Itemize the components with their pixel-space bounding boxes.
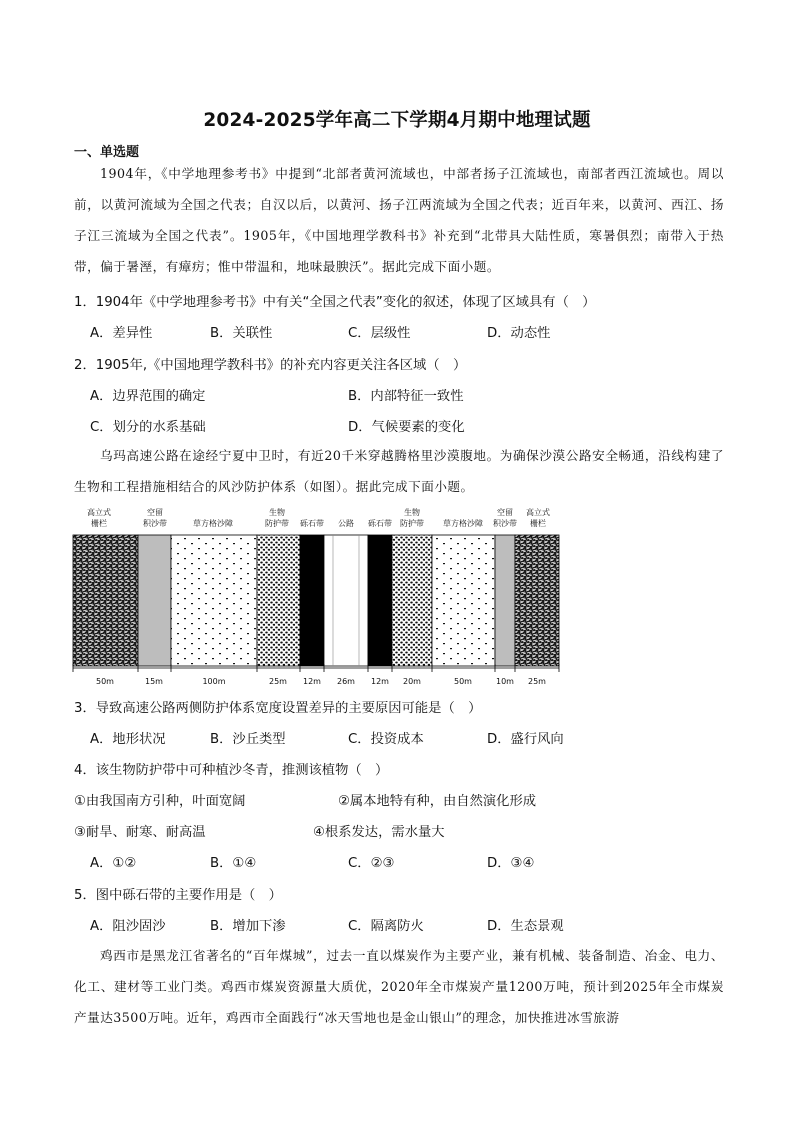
q4-option-a[interactable]: A．①② <box>90 856 137 871</box>
label-gravel-left: 砾石带 <box>300 519 324 528</box>
q2-option-a[interactable]: A．边界范围的确定 <box>90 389 206 404</box>
band-gravel-left <box>300 535 324 666</box>
label-sandbelt-right-2: 积沙带 <box>493 519 517 528</box>
band-grid-left <box>171 535 257 666</box>
label-road: 公路 <box>338 519 354 528</box>
label-fence-left-2: 栅栏 <box>91 519 107 528</box>
passage-3: 鸡西市是黑龙江省著名的“百年煤城”，过去一直以煤炭作为主要产业，兼有机械、装备制造、冶金、电力、化工、建材等工业门类。鸡西市煤炭资源量大质优，2020年全市煤炭产量1200万吨，预计到2025年全市煤炭产量达3500万吨。近年，鸡西市全面践行“冰天雪地也是金山银山”的理念，加快推进冰雪旅游 <box>74 948 724 1025</box>
label-fence-right-1: 高立式 <box>526 508 550 517</box>
q4-statement-3: ③耐旱、耐寒、耐高温 <box>74 825 206 840</box>
q2-option-d[interactable]: D．气候要素的变化 <box>348 420 465 435</box>
label-sandbelt-right-1: 空留 <box>497 508 513 517</box>
q3-option-a[interactable]: A．地形状况 <box>90 732 166 747</box>
label-sandbelt-left-1: 空留 <box>147 508 163 517</box>
band-road <box>324 535 368 666</box>
question-2-stem: 2．1905年,《中国地理学教科书》的补充内容更关注各区域（ ） <box>74 358 467 373</box>
q5-option-b[interactable]: B．增加下渗 <box>210 919 286 934</box>
band-sandbelt-right <box>495 535 515 666</box>
passage-1: 1904年，《中学地理参考书》中提到“北部者黄河流域也，中部者扬子江流域也，南部者西江流域也。周以前，以黄河流域为全国之代表；自汉以后，以黄河、扬子江两流域为全国之代表；近百年来，以黄河、西江、扬子江三流域为全国之代表”。1905年，《中国地理学教科书》补充到“北带具大陆性质，寒暑俱烈；南带入于热带，偏于暑溼，有瘴疠；惟中带温和，地味最腴沃”。据此完成下面小题。 <box>74 166 724 274</box>
question-3-stem: 3．导致高速公路两侧防护体系宽度设置差异的主要原因可能是（ ） <box>74 701 482 716</box>
width-fence-left: 50m <box>96 677 114 686</box>
q3-option-c[interactable]: C．投资成本 <box>348 732 424 747</box>
band-fence-left <box>73 535 138 666</box>
protection-system-diagram <box>70 506 560 688</box>
q5-option-a[interactable]: A．阻沙固沙 <box>90 919 166 934</box>
q5-option-d[interactable]: D．生态景观 <box>487 919 564 934</box>
passage-2: 乌玛高速公路在途经宁夏中卫时，有近20千米穿越腾格里沙漠腹地。为确保沙漠公路安全畅通，沿线构建了生物和工程措施相结合的风沙防护体系（如图）。据此完成下面小题。 <box>74 448 724 494</box>
q1-option-a[interactable]: A．差异性 <box>90 326 153 341</box>
q4-statement-1: ①由我国南方引种，叶面宽阔 <box>74 794 246 809</box>
band-fence-right <box>515 535 559 666</box>
width-grid-left: 100m <box>202 677 226 686</box>
q3-option-d[interactable]: D．盛行风向 <box>487 732 564 747</box>
diagram-top-labels <box>87 507 550 528</box>
band-bio-left <box>257 535 300 666</box>
label-grid-right: 草方格沙障 <box>443 519 483 528</box>
page-title: 2024-2025学年高二下学期4月期中地理试题 <box>203 110 591 131</box>
label-grid-left: 草方格沙障 <box>193 519 233 528</box>
q4-option-b[interactable]: B．①④ <box>210 856 257 871</box>
q4-statement-4: ④根系发达，需水量大 <box>313 825 445 840</box>
question-4-stem: 4．该生物防护带中可种植沙冬青，推测该植物（ ） <box>74 763 389 778</box>
band-sandbelt-left <box>138 535 171 666</box>
q4-option-d[interactable]: D．③④ <box>487 856 535 871</box>
q5-option-c[interactable]: C．隔离防火 <box>348 919 424 934</box>
band-grid-right <box>432 535 495 666</box>
q1-option-d[interactable]: D．动态性 <box>487 326 551 341</box>
section-heading: 一、单选题 <box>74 145 140 160</box>
q2-option-c[interactable]: C．划分的水系基础 <box>90 420 206 435</box>
width-bio-left: 25m <box>269 677 287 686</box>
band-bio-right <box>392 535 432 666</box>
label-bio-right-1: 生物 <box>404 508 420 517</box>
label-bio-left-1: 生物 <box>269 508 285 517</box>
label-bio-right-2: 防护带 <box>400 519 424 528</box>
width-road: 26m <box>337 677 355 686</box>
diagram-scale <box>73 664 559 686</box>
label-bio-left-2: 防护带 <box>265 519 289 528</box>
q4-option-c[interactable]: C．②③ <box>348 856 395 871</box>
width-fence-right: 25m <box>528 677 546 686</box>
width-grid-right: 50m <box>454 677 472 686</box>
label-fence-left-1: 高立式 <box>87 508 111 517</box>
question-5-stem: 5．图中砾石带的主要作用是（ ） <box>74 888 282 903</box>
width-sandbelt-right: 10m <box>496 677 514 686</box>
width-sandbelt-left: 15m <box>145 677 163 686</box>
q4-statement-2: ②属本地特有种，由自然演化形成 <box>338 794 537 809</box>
band-gravel-right <box>368 535 392 666</box>
q1-option-b[interactable]: B．关联性 <box>210 326 273 341</box>
label-fence-right-2: 栅栏 <box>530 519 546 528</box>
q2-option-b[interactable]: B．内部特征一致性 <box>348 389 464 404</box>
q1-option-c[interactable]: C．层级性 <box>348 326 411 341</box>
question-1-stem: 1．1904年《中学地理参考书》中有关“全国之代表”变化的叙述，体现了区域具有（ ） <box>74 295 596 310</box>
label-sandbelt-left-2: 积沙带 <box>143 519 167 528</box>
width-bio-right: 20m <box>403 677 421 686</box>
diagram-bands <box>73 535 559 666</box>
width-gravel-right: 12m <box>371 677 389 686</box>
label-gravel-right: 砾石带 <box>368 519 392 528</box>
width-gravel-left: 12m <box>303 677 321 686</box>
q3-option-b[interactable]: B．沙丘类型 <box>210 732 286 747</box>
